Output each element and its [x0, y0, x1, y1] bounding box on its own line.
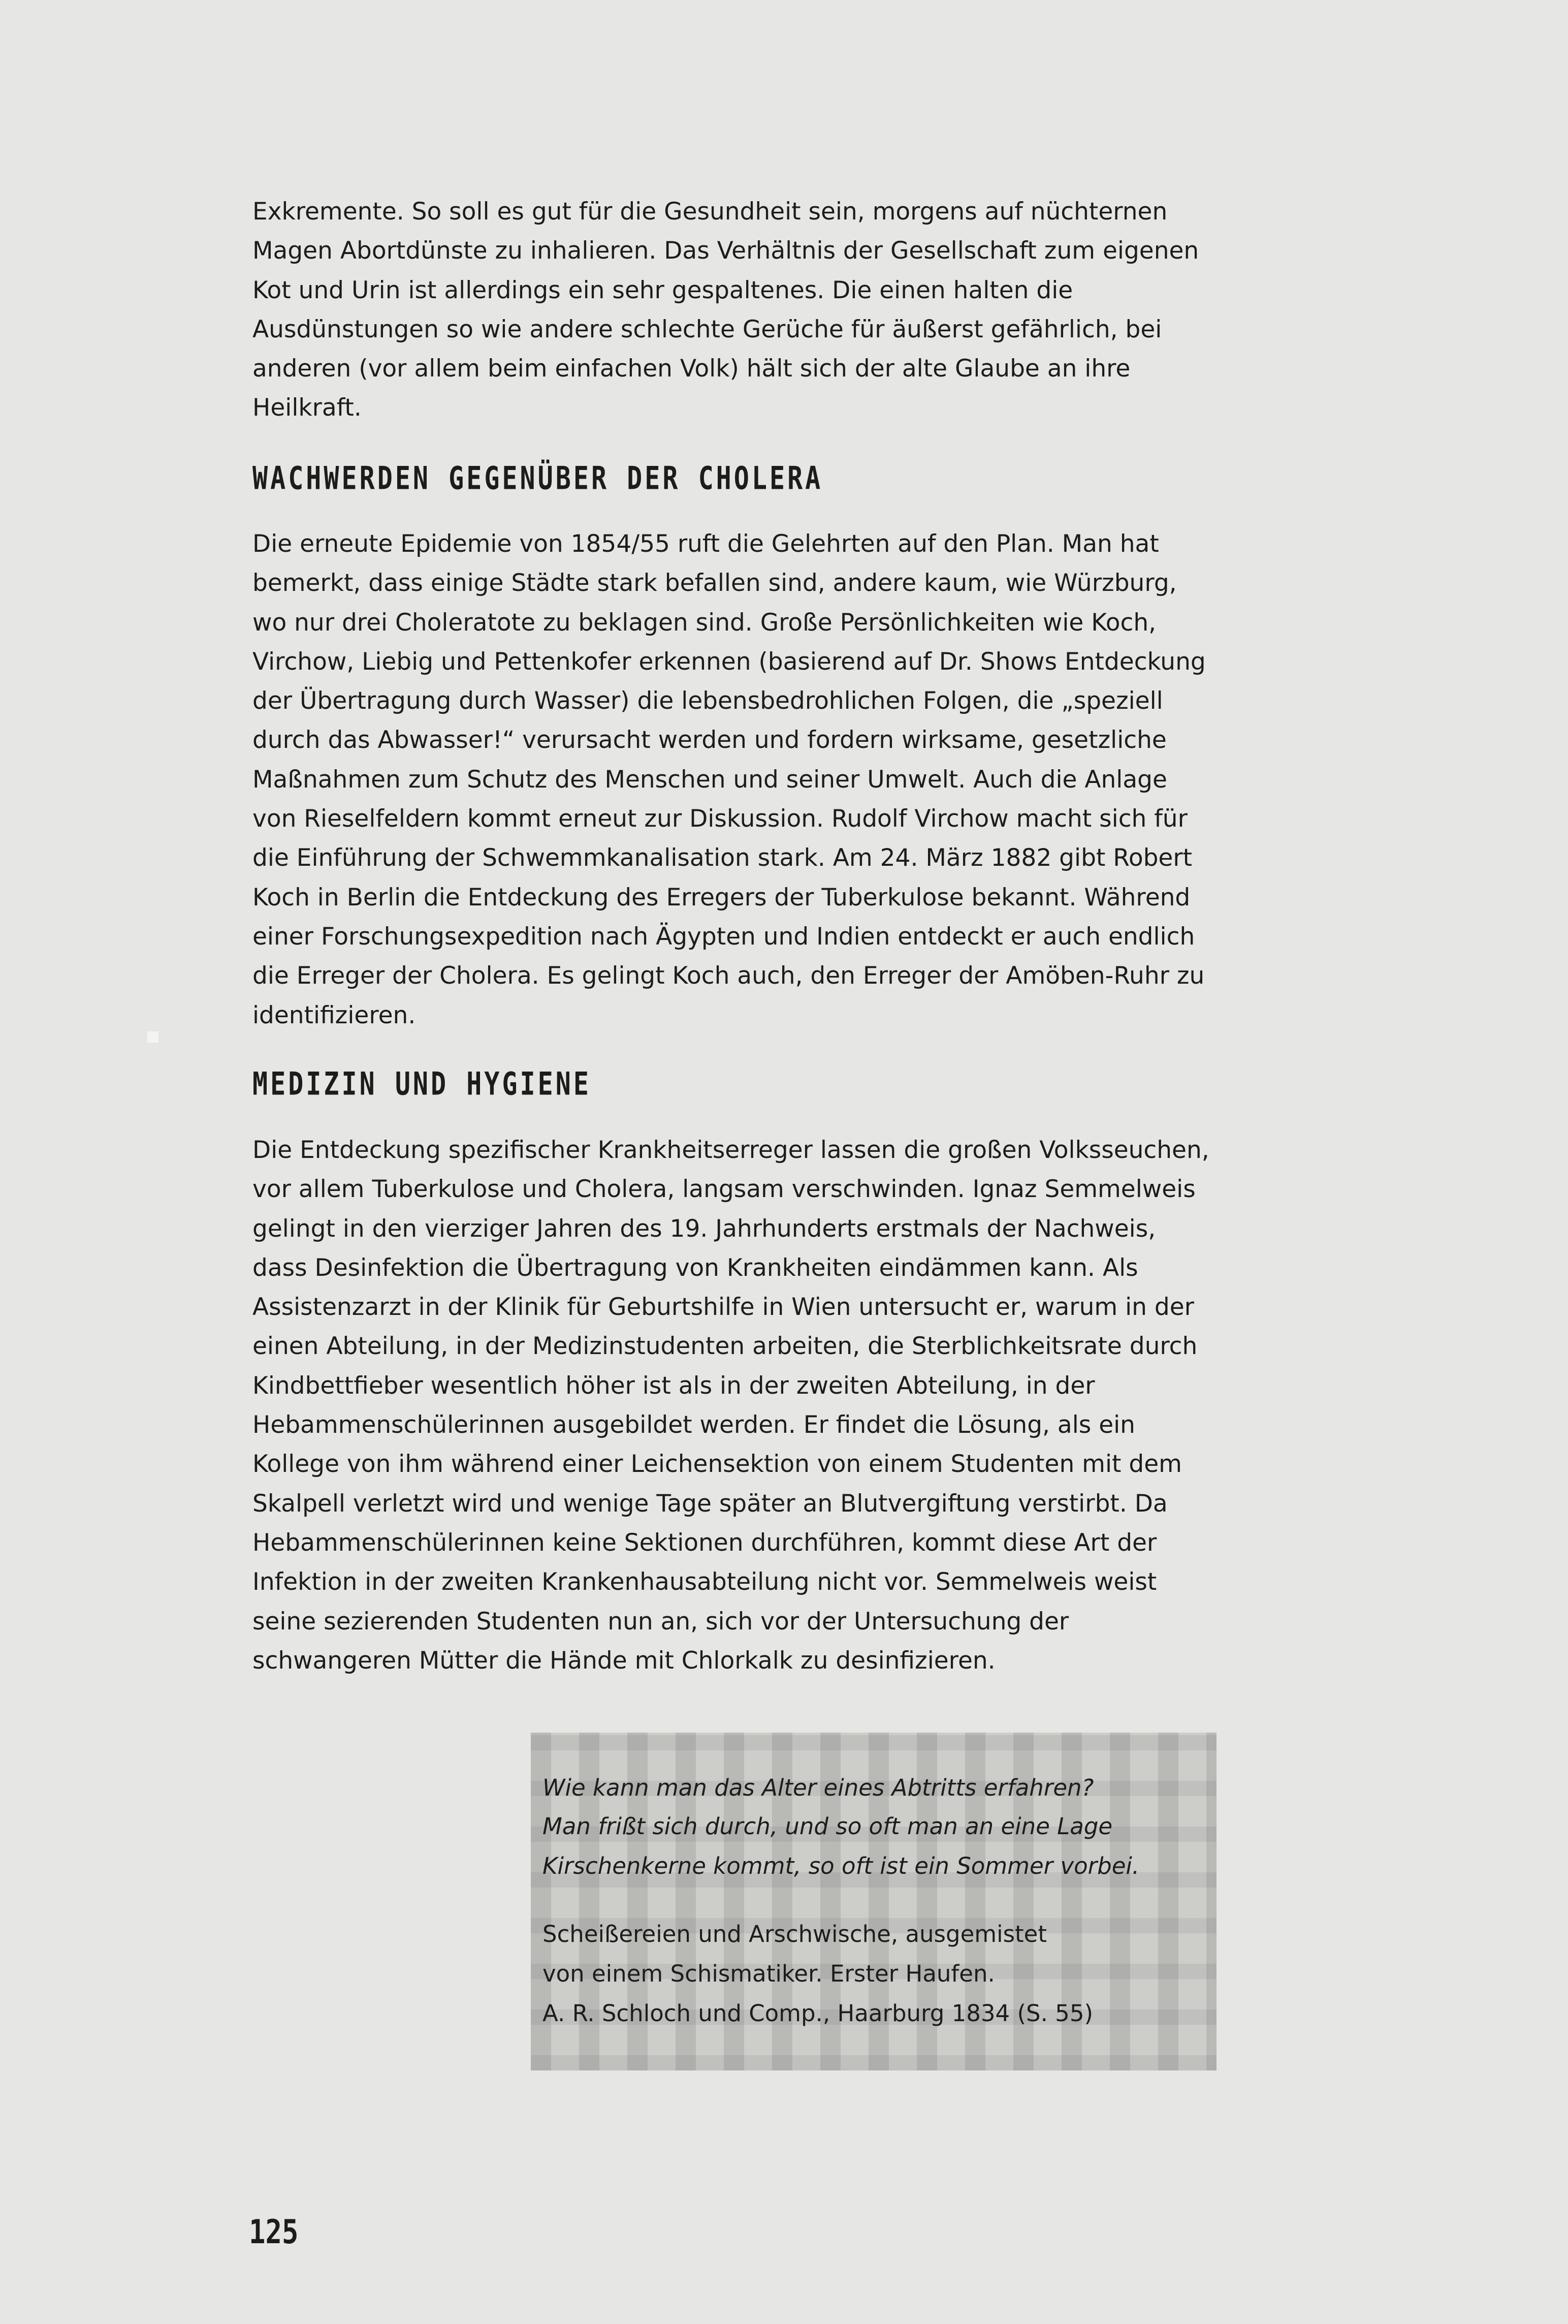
paragraph-hygiene: Die Entdeckung spezifischer Krankheitserreger lassen die großen Volksseuchen, vor allem Tuberkulose und Cholera, langsam verschwinden. Ignaz Semmelweis gelingt in den vierziger Jahren des 19. Jahrhunderts erstmals der Nachweis, dass Desinfektion die Übertragung von Krankheiten eindämmen kann. Als Assistenzarzt in der Klinik für Geburtshilfe in Wien untersucht er, warum in der einen Abteilung, in der Medizinstudenten arbeiten, die Sterblichkeitsrate durch Kindbettfieber wesentlich höher ist als in der zweiten Abteilung, in der Hebammenschülerinnen ausgebildet werden. Er findet die Lösung, als ein Kollege von ihm während einer Leichensektion von einem Studenten mit dem Skalpell verletzt wird und wenige Tage später an Blutvergiftung verstirbt. Da Hebammenschülerinnen keine Sektionen durchführen, kommt diese Art der Infektion in der zweiten Krankenhausabteilung nicht vor. Semmelweis weist seine sezierenden Studenten nun an, sich vor der Untersuchung der schwangeren Mütter die Hände mit Chlorkalk zu desinfizieren. — [252, 1136, 1209, 1675]
heading-hygiene: MEDIZIN UND HYGIENE — [252, 1065, 591, 1103]
heading-cholera: WACHWERDEN GEGENÜBER DER CHOLERA — [252, 460, 823, 497]
page-number: 125 — [249, 2213, 299, 2251]
paragraph-intro: Exkremente. So soll es gut für die Gesundheit sein, morgens auf nüchternen Magen Abortdünste zu inhalieren. Das Verhältnis der Gesellschaft zum eigenen Kot und Urin ist allerdings ein sehr gespaltenes. Die einen halten die Ausdünstungen so wie andere schlechte Gerüche für äußerst gefährlich, bei anderen (vor allem beim einfachen Volk) hält sich der alte Glaube an ihre Heilkraft. — [252, 198, 1199, 422]
quote-line: Man frißt sich durch, und so oft man an eine Lage — [542, 1813, 1113, 1840]
quote-line: Kirschenkerne kommt, so oft ist ein Sommer vorbei. — [542, 1852, 1140, 1879]
paragraph-cholera: Die erneute Epidemie von 1854/55 ruft die Gelehrten auf den Plan. Man hat bemerkt, dass einige Städte stark befallen sind, andere kaum, wie Würzburg, wo nur drei Choleratote zu beklagen sind. Große Persönlichkeiten wie Koch, Virchow, Liebig und Pettenkofer erkennen (basierend auf Dr. Shows Entdeckung der Übertragung durch Wasser) die lebensbedrohlichen Folgen, die „speziell durch das Abwasser!“ verursacht werden und fordern wirksame, gesetzliche Maßnahmen zum Schutz des Menschen und seiner Umwelt. Auch die Anlage von Rieselfeldern kommt erneut zur Diskussion. Rudolf Virchow macht sich für die Einführung der Schwemmkanalisation stark. Am 24. März 1882 gibt Robert Koch in Berlin die Entdeckung des Erregers der Tuberkulose bekannt. Während einer Forschungsexpedition nach Ägypten und Indien entdeckt er auch endlich die Erreger der Cholera. Es gelingt Koch auch, den Erreger der Amöben-Ruhr zu identifizieren. — [252, 530, 1206, 1029]
quote-line: Wie kann man das Alter eines Abtritts erfahren? — [542, 1774, 1094, 1801]
quote-source: A. R. Schloch und Comp., Haarburg 1834 (S. 55) — [542, 2000, 1093, 2027]
quote-source: von einem Schismatiker. Erster Haufen. — [542, 1960, 995, 1987]
quote-source: Scheißereien und Arschwische, ausgemistet — [542, 1921, 1047, 1948]
margin-mark — [147, 1031, 158, 1043]
